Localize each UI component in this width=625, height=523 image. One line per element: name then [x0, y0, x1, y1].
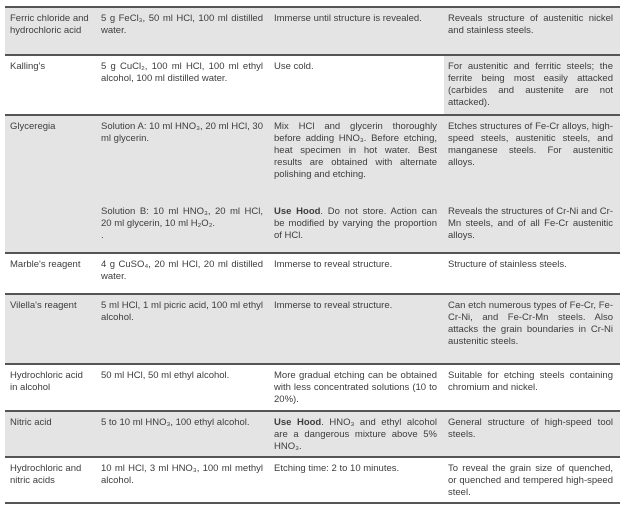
table-row-nitric-acid	[5, 411, 620, 457]
reveals-cell: Reveals structure of austenitic nickel and stainless steels.	[444, 7, 620, 55]
etchant-name: Glyceregia	[5, 115, 97, 201]
composition-cell: 10 ml HCl, 3 ml HNO₃, 100 ml methyl alcohol.	[97, 457, 270, 503]
etchant-name: Vilella's reagent	[5, 294, 97, 364]
procedure-cell	[270, 411, 444, 457]
etchant-name: Marble's reagent	[5, 253, 97, 294]
table-row-hydrochloric-acid-in-alcohol	[5, 364, 620, 411]
procedure-cell: Etching time: 2 to 10 minutes.	[270, 457, 444, 503]
reveals-cell: General structure of high-speed tool steels.	[444, 411, 620, 457]
composition-cell: 5 g FeCl₃, 50 ml HCl, 100 ml distilled water.	[97, 7, 270, 55]
procedure-cell	[270, 201, 444, 253]
procedure-cell: More gradual etching can be obtained with less concentrated solutions (10 to 20%).	[270, 364, 444, 411]
reveals-cell: Suitable for etching steels containing chromium and nickel.	[444, 364, 620, 411]
table-row-marbles-reagent	[5, 253, 620, 294]
composition-text: Solution B: 10 ml HNO₃, 20 ml HCl, 20 ml glycerin, 10 ml H₂O₂.	[101, 206, 263, 229]
use-hood-warning: Use Hood	[274, 206, 321, 217]
composition-stray-dot: .	[101, 230, 104, 241]
table-row-glyceregia-solution-a	[5, 115, 620, 201]
reveals-cell: To reveal the grain size of quenched, or quenched and tempered high-speed steel.	[444, 457, 620, 503]
procedure-cell: Immerse until structure is revealed.	[270, 7, 444, 55]
composition-cell: 5 to 10 ml HNO₃, 100 ethyl alcohol.	[97, 411, 270, 457]
table-row-vilellas-reagent	[5, 294, 620, 364]
reveals-cell: Can etch numerous types of Fe-Cr, Fe-Cr-Ni, and Fe-Cr-Mn steels. Also attacks the grain boundaries in Cr-Ni austenitic steels.	[444, 294, 620, 364]
reveals-cell: For austenitic and ferritic steels; the ferrite being most easily attacked (carbides and austenite are not attacked).	[444, 55, 620, 115]
procedure-text: . HNO₃ and ethyl alcohol are a dangerous mixture above 5% HNO₃.	[274, 417, 437, 452]
composition-cell: 5 g CuCl₂, 100 ml HCl, 100 ml ethyl alcohol, 100 ml distilled water.	[97, 55, 270, 115]
table-row-ferric-chloride	[5, 7, 620, 55]
etchant-name: Hydrochloric acid in alcohol	[5, 364, 97, 411]
procedure-cell: Immerse to reveal structure.	[270, 253, 444, 294]
procedure-text: . Do not store. Action can be modified by varying the proportion of HCl.	[274, 206, 437, 241]
procedure-cell: Mix HCl and glycerin thoroughly before adding HNO₃. Before etching, heat specimen in hot water. Best results are obtained with alternate polishing and etching.	[270, 115, 444, 201]
use-hood-warning: Use Hood	[274, 417, 322, 428]
composition-cell: Solution A: 10 ml HNO₃, 20 ml HCl, 30 ml glycerin.	[97, 115, 270, 201]
procedure-cell: Immerse to reveal structure.	[270, 294, 444, 364]
etchant-name: Kalling's	[5, 55, 97, 115]
procedure-cell: Use cold.	[270, 55, 444, 115]
table-row-glyceregia-solution-b	[5, 201, 620, 253]
composition-cell: 5 ml HCl, 1 ml picric acid, 100 ml ethyl alcohol.	[97, 294, 270, 364]
etchants-table	[5, 6, 620, 504]
reveals-cell: Etches structures of Fe-Cr alloys, high-speed steels, austenitic steels, and manganese steels. For austenitic alloys.	[444, 115, 620, 201]
reveals-cell: Structure of stainless steels.	[444, 253, 620, 294]
etchant-name: Hydrochloric and nitric acids	[5, 457, 97, 503]
etchant-name: Ferric chloride and hydrochloric acid	[5, 7, 97, 55]
table-row-hydrochloric-and-nitric-acids	[5, 457, 620, 503]
table-row-kallings	[5, 55, 620, 115]
composition-cell: 4 g CuSO₄, 20 ml HCl, 20 ml distilled water.	[97, 253, 270, 294]
etchant-name: Nitric acid	[5, 411, 97, 457]
composition-cell	[97, 201, 270, 253]
reveals-cell: Reveals the structures of Cr-Ni and Cr-Mn steels, and of all Fe-Cr austenitic alloys.	[444, 201, 620, 253]
composition-cell: 50 ml HCl, 50 ml ethyl alcohol.	[97, 364, 270, 411]
etchant-name	[5, 201, 97, 253]
